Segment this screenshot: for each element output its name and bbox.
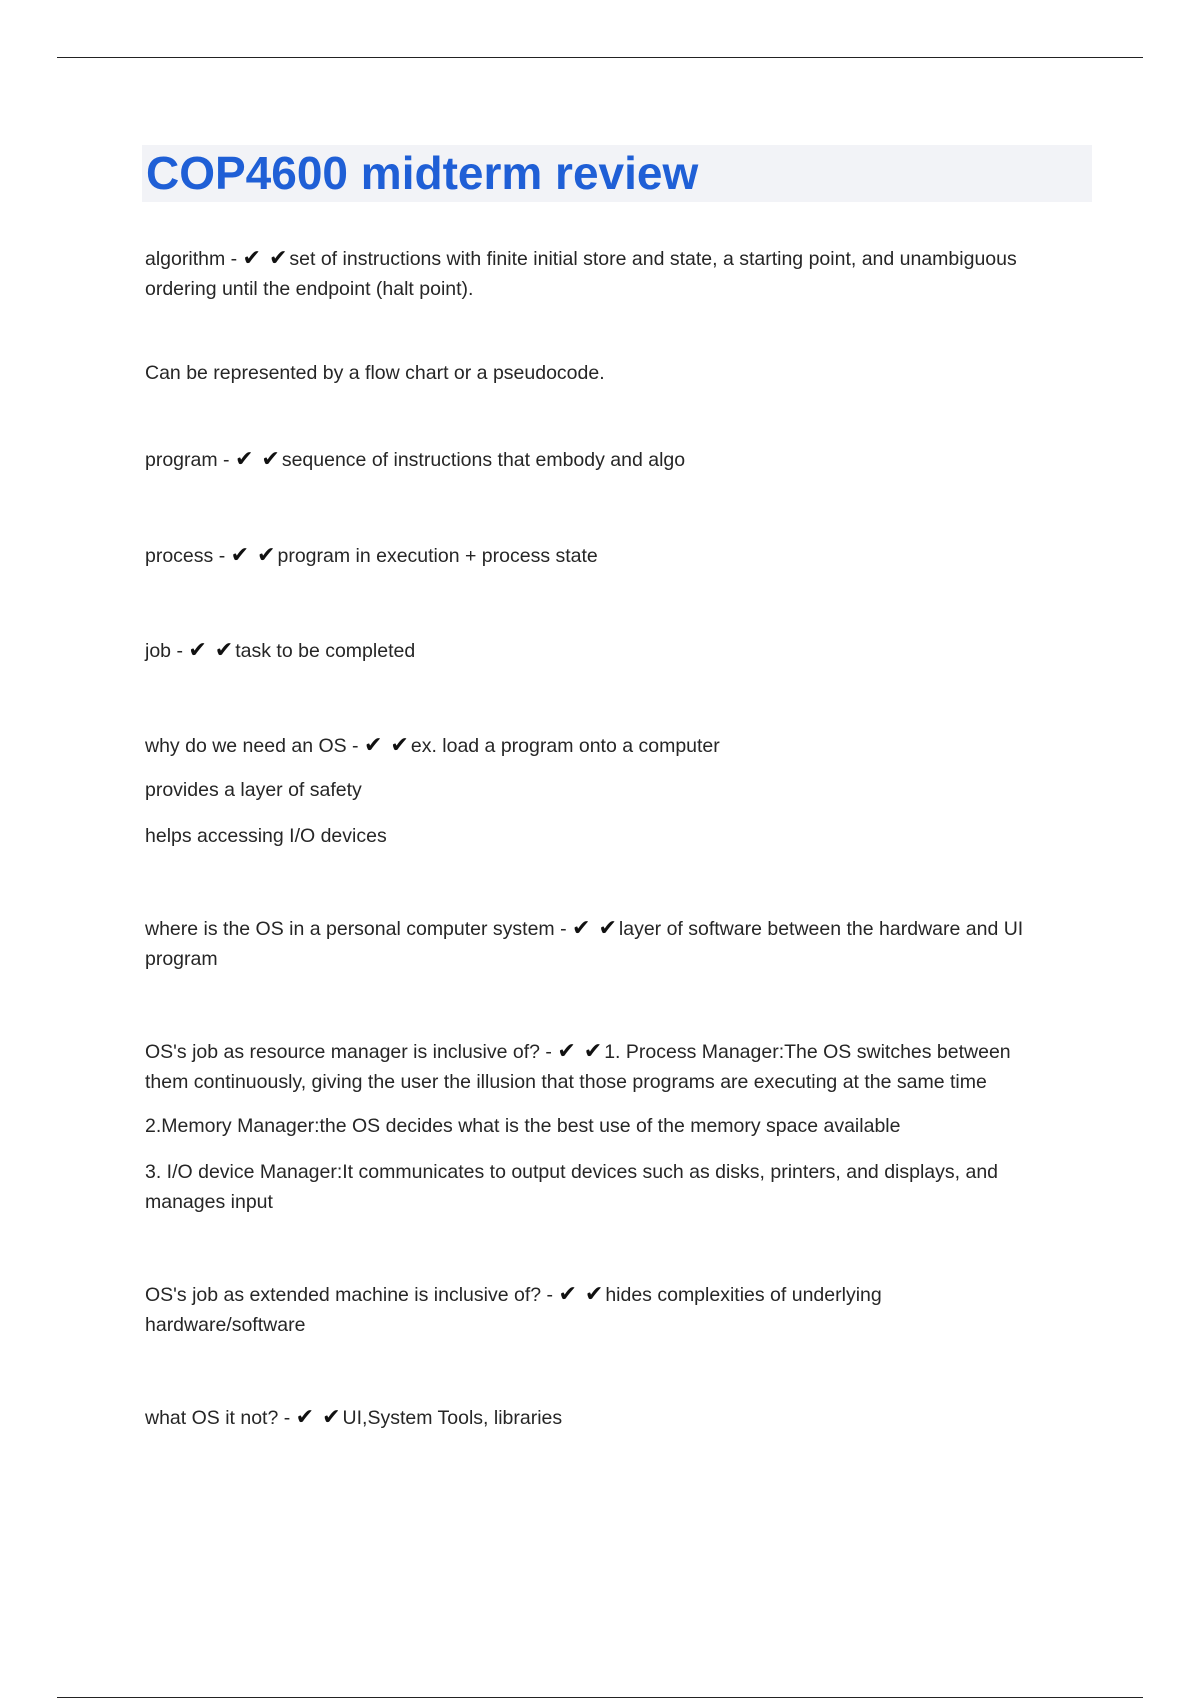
entry-main-line	[145, 540, 1095, 571]
entry-term: what OS it not? -	[145, 1407, 296, 1429]
check-icon: ✔	[363, 732, 383, 757]
check-icon: ✔	[295, 1404, 315, 1429]
entry-main-line	[145, 444, 1095, 475]
flashcard-entry	[145, 730, 1095, 851]
entry-definition: sequence of instructions that embody and algo	[281, 449, 686, 471]
flashcard-entry	[145, 1279, 935, 1340]
entry-main-line	[145, 1279, 935, 1340]
entry-main-line	[145, 913, 1085, 974]
entry-definition: set of instructions with finite initial store and state, a starting point, and unambiguous ordering until the endpoint (halt point).	[145, 248, 1017, 300]
flashcard-entry	[145, 540, 1095, 571]
check-icon: ✔	[230, 542, 250, 567]
check-icon: ✔	[558, 1281, 577, 1306]
entry-definition: program in execution + process state	[277, 545, 598, 567]
check-icon: ✔	[584, 1281, 604, 1306]
entry-definition: layer of software between the hardware and UI program	[145, 918, 1024, 970]
check-icon: ✔	[322, 1404, 341, 1429]
entry-extra-line: 3. I/O device Manager:It communicates to output devices such as disks, printers, and displays, and manages input	[145, 1161, 999, 1213]
check-icon: ✔	[242, 245, 261, 270]
entry-main-line	[145, 730, 1095, 761]
flashcard-entry	[145, 1402, 1095, 1433]
entry-extra-line: 2.Memory Manager:the OS decides what is the best use of the memory space available	[145, 1115, 901, 1137]
entry-term: algorithm -	[145, 248, 243, 270]
flashcard-entry	[145, 1036, 1045, 1217]
entry-extra-line: provides a layer of safety	[145, 779, 362, 801]
entry-term: process -	[145, 545, 231, 567]
entry-definition: hides complexities of underlying hardware/software	[145, 1284, 882, 1336]
entry-term: OS's job as resource manager is inclusive of? -	[145, 1041, 558, 1063]
entry-term: program -	[145, 449, 235, 471]
check-icon: ✔	[583, 1038, 603, 1063]
page-title: COP4600 midterm review	[146, 147, 699, 199]
check-icon: ✔	[390, 732, 409, 757]
entry-main-line	[145, 1036, 1045, 1097]
entry-extra-line: Can be represented by a flow chart or a pseudocode.	[145, 362, 605, 384]
entry-term: why do we need an OS -	[145, 735, 364, 757]
check-icon: ✔	[257, 542, 276, 567]
entry-definition: 1. Process Manager:The OS switches between them continuously, giving the user the illusion that those programs are executing at the same time	[145, 1041, 1011, 1093]
entry-term: job -	[145, 640, 189, 662]
bottom-rule	[57, 1697, 1143, 1698]
entry-main-line	[145, 635, 1095, 666]
check-icon: ✔	[188, 637, 207, 662]
check-icon: ✔	[214, 637, 234, 662]
check-icon: ✔	[268, 245, 288, 270]
flashcard-list	[145, 243, 1095, 1433]
check-icon: ✔	[598, 915, 617, 940]
check-icon: ✔	[261, 446, 280, 471]
check-icon: ✔	[572, 915, 591, 940]
check-icon: ✔	[557, 1038, 576, 1063]
flashcard-entry	[145, 913, 1085, 974]
top-rule	[57, 57, 1143, 58]
flashcard-entry	[145, 635, 1095, 666]
flashcard-entry	[145, 243, 1085, 388]
title-banner	[142, 145, 1092, 202]
entry-term: where is the OS in a personal computer system -	[145, 918, 573, 940]
entry-definition: UI,System Tools, libraries	[342, 1407, 563, 1429]
entry-main-line	[145, 243, 1085, 304]
entry-definition: task to be completed	[235, 640, 416, 662]
entry-main-line	[145, 1402, 1095, 1433]
flashcard-entry	[145, 444, 1095, 475]
check-icon: ✔	[234, 446, 254, 471]
entry-extra-line: helps accessing I/O devices	[145, 825, 387, 847]
entry-definition: ex. load a program onto a computer	[410, 735, 720, 757]
entry-term: OS's job as extended machine is inclusive of? -	[145, 1284, 559, 1306]
